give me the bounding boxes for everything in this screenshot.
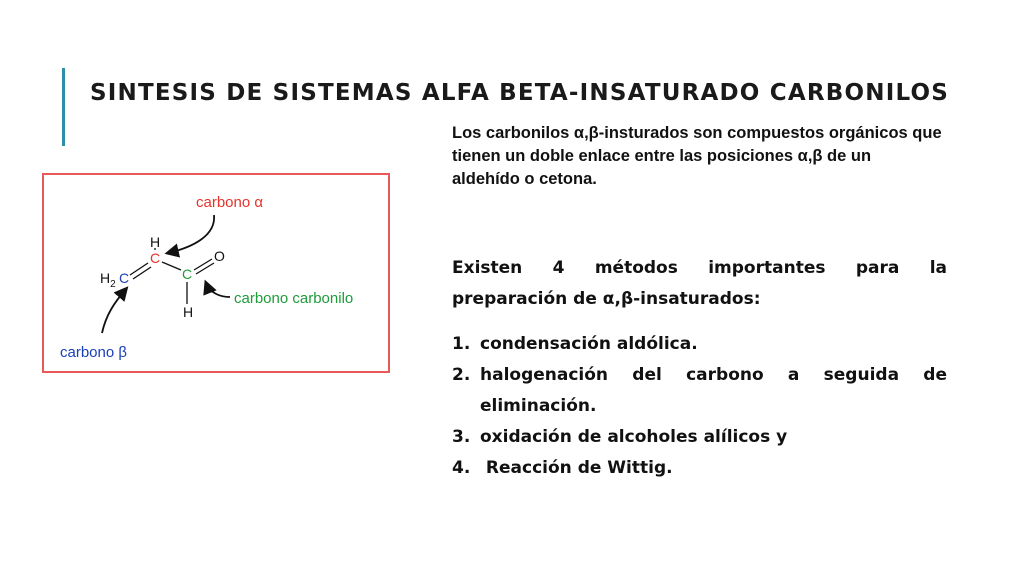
atom-h-top: H [150, 234, 161, 250]
atom-c-alpha: C [150, 250, 161, 266]
methods-intro-line2: preparación de α,β-insaturados: [452, 289, 761, 309]
atom-c-beta: C [119, 270, 130, 286]
accent-bar [62, 68, 65, 146]
methods-intro-line1: Existen 4 métodos importantes para la [452, 258, 947, 278]
atom-h-bottom: H [183, 304, 194, 320]
arrow-beta-icon [102, 289, 126, 333]
list-item: 2. halogenación del carbono a seguida de eliminación. [452, 365, 947, 416]
slide-title: SINTESIS DE SISTEMAS ALFA BETA-INSATURADO CARBONILOS [90, 80, 949, 106]
methods-section [452, 253, 947, 484]
molecule-diagram [42, 173, 390, 373]
label-carbono-carbonilo: carbono carbonilo [234, 290, 354, 307]
label-carbono-beta: carbono β [60, 344, 128, 361]
atom-o: O [214, 248, 225, 264]
methods-list [452, 329, 947, 484]
atom-h2: $H_2$ [100, 270, 116, 290]
atom-c-carbonyl: C [182, 266, 193, 282]
molecule-svg [44, 175, 388, 371]
list-item: 4. Reacción de Wittig. [452, 458, 673, 478]
bonds [130, 248, 214, 304]
intro-paragraph: Los carbonilos α,β-insturados son compuestos orgánicos que tienen un doble enlace entre las posiciones α,β de un aldehído o cetona. [452, 124, 942, 188]
list-item: 1. condensación aldólica. [452, 334, 698, 354]
label-carbono-alpha: carbono α [196, 194, 264, 211]
arrow-carbonyl-icon [206, 283, 230, 297]
arrow-alpha-icon [168, 215, 214, 253]
list-item: 3. oxidación de alcoholes alílicos y [452, 427, 788, 447]
